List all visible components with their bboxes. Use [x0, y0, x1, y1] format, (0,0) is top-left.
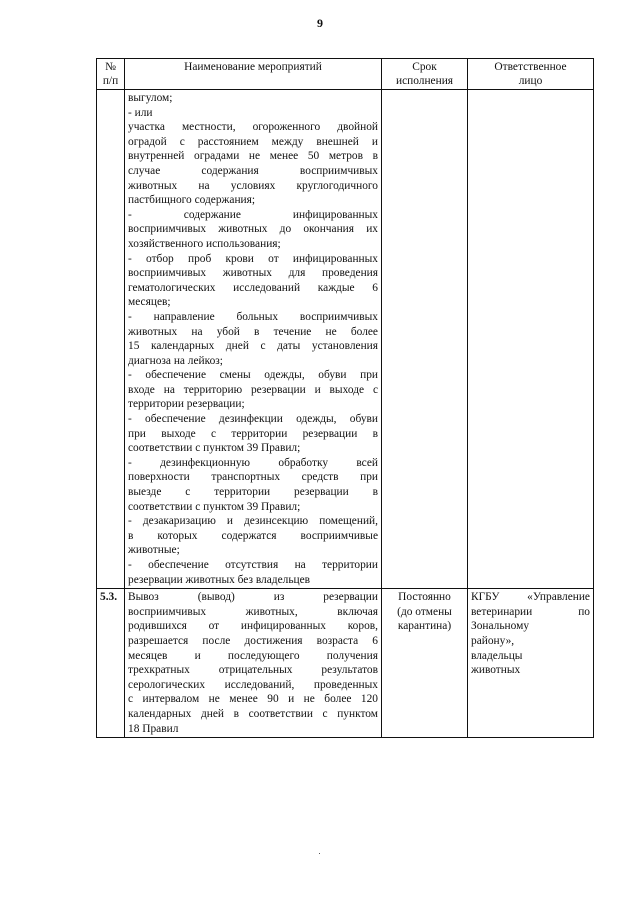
text-line: восприимчивых животных для проведения [128, 267, 378, 280]
cell-number-empty [97, 90, 125, 589]
responsible-line: животных [471, 664, 521, 677]
text-line: 15 календарных дней с даты установления [128, 340, 378, 353]
text-line: - дезинфекционную обработку всей [128, 456, 378, 469]
cell-term-empty [382, 90, 468, 589]
header-name: Наименование мероприятий [125, 59, 382, 90]
page-dot-mark [319, 853, 320, 854]
table-row-continued [97, 90, 594, 589]
text-line: участка местности, огороженного двойной [128, 121, 378, 134]
cell-responsible [468, 589, 594, 738]
text-line: диагноза на лейкоз; [128, 354, 223, 367]
text-line: с интервалом не менее 90 и не более 120 [128, 693, 378, 706]
text-line: при выходе с территории резервации в [128, 427, 378, 440]
text-line: входе на территорию резервации и выходе с [128, 383, 378, 396]
cell-number: 5.3. [97, 589, 125, 738]
text-line: серологических исследований, проведенных [128, 678, 378, 691]
text-line: - или [128, 106, 153, 119]
header-term: Срок исполнения [382, 59, 468, 90]
text-line: месяцев и последующего получения [128, 649, 378, 662]
text-line: разрешается после достижения возраста 6 [128, 634, 378, 647]
responsible-line: владельцы [471, 649, 523, 662]
text-line: трехкратных отрицательных результатов [128, 664, 378, 677]
text-line: - обеспечение смены одежды, обуви при [128, 369, 378, 382]
text-line: поверхности транспортных средств при [128, 471, 378, 484]
header-number: № п/п [97, 59, 125, 90]
text-line: - обеспечение дезинфекции одежды, обуви [128, 413, 378, 426]
cell-measure-text [125, 589, 382, 738]
table-row-5-3 [97, 589, 594, 738]
responsible-line: району», [471, 634, 515, 647]
term-line: (до отмены [397, 605, 452, 618]
text-line: - содержание инфицированных [128, 208, 378, 221]
text-line: Вывоз (вывод) из резервации [128, 591, 378, 604]
text-line: календарных дней в соответствии с пунктом [128, 707, 378, 720]
text-line: в которых содержатся восприимчивые [128, 529, 378, 542]
term-line: Постоянно [398, 591, 451, 604]
text-line: пастбищного содержания; [128, 194, 256, 207]
text-line: выгулом; [128, 92, 173, 104]
text-line: внутренней оградами не менее 50 метров в [128, 150, 378, 163]
cell-term [382, 589, 468, 738]
text-line: родившихся от инфицированных коров, [128, 620, 378, 633]
text-line: соответствии с пунктом 39 Правил; [128, 442, 301, 455]
text-line: хозяйственного использования; [128, 237, 281, 250]
text-line: гематологических исследований каждые 6 [128, 281, 378, 294]
text-line: - отбор проб крови от инфицированных [128, 252, 378, 265]
responsible-line: КГБУ «Управление [471, 591, 590, 604]
text-line: животных на убой в течение не более [128, 325, 378, 338]
text-line: восприимчивых животных до окончания их [128, 223, 378, 236]
text-line: оградой с расстоянием между внешней и [128, 135, 378, 148]
text-line: случае содержания восприимчивых [128, 164, 378, 177]
page-number: 9 [317, 16, 323, 30]
header-responsible: Ответственное лицо [468, 59, 594, 90]
text-line: резервации животных без владельцев [128, 573, 311, 586]
text-line: выезде с территории резервации в [128, 486, 378, 499]
text-line: восприимчивых животных, включая [128, 605, 378, 618]
text-line: - дезакаризацию и дезинсекцию помещений, [128, 515, 378, 528]
measures-table [96, 58, 594, 738]
text-line: территории резервации; [128, 398, 245, 411]
table-header-row [97, 59, 594, 90]
text-line: - обеспечение отсутствия на территории [128, 559, 378, 571]
responsible-line: Зональному [471, 620, 530, 633]
text-line: - направление больных восприимчивых [128, 310, 378, 323]
term-line: карантина) [397, 620, 452, 633]
text-line: соответствии с пунктом 39 Правил; [128, 500, 301, 513]
text-line: месяцев; [128, 296, 171, 309]
cell-continued-text [125, 90, 382, 589]
text-line: 18 Правил [128, 722, 179, 735]
text-line: животные; [128, 544, 180, 557]
cell-responsible-empty [468, 90, 594, 589]
responsible-line: ветеринарии по [471, 605, 590, 618]
text-line: животных на условиях круглогодичного [128, 179, 378, 192]
